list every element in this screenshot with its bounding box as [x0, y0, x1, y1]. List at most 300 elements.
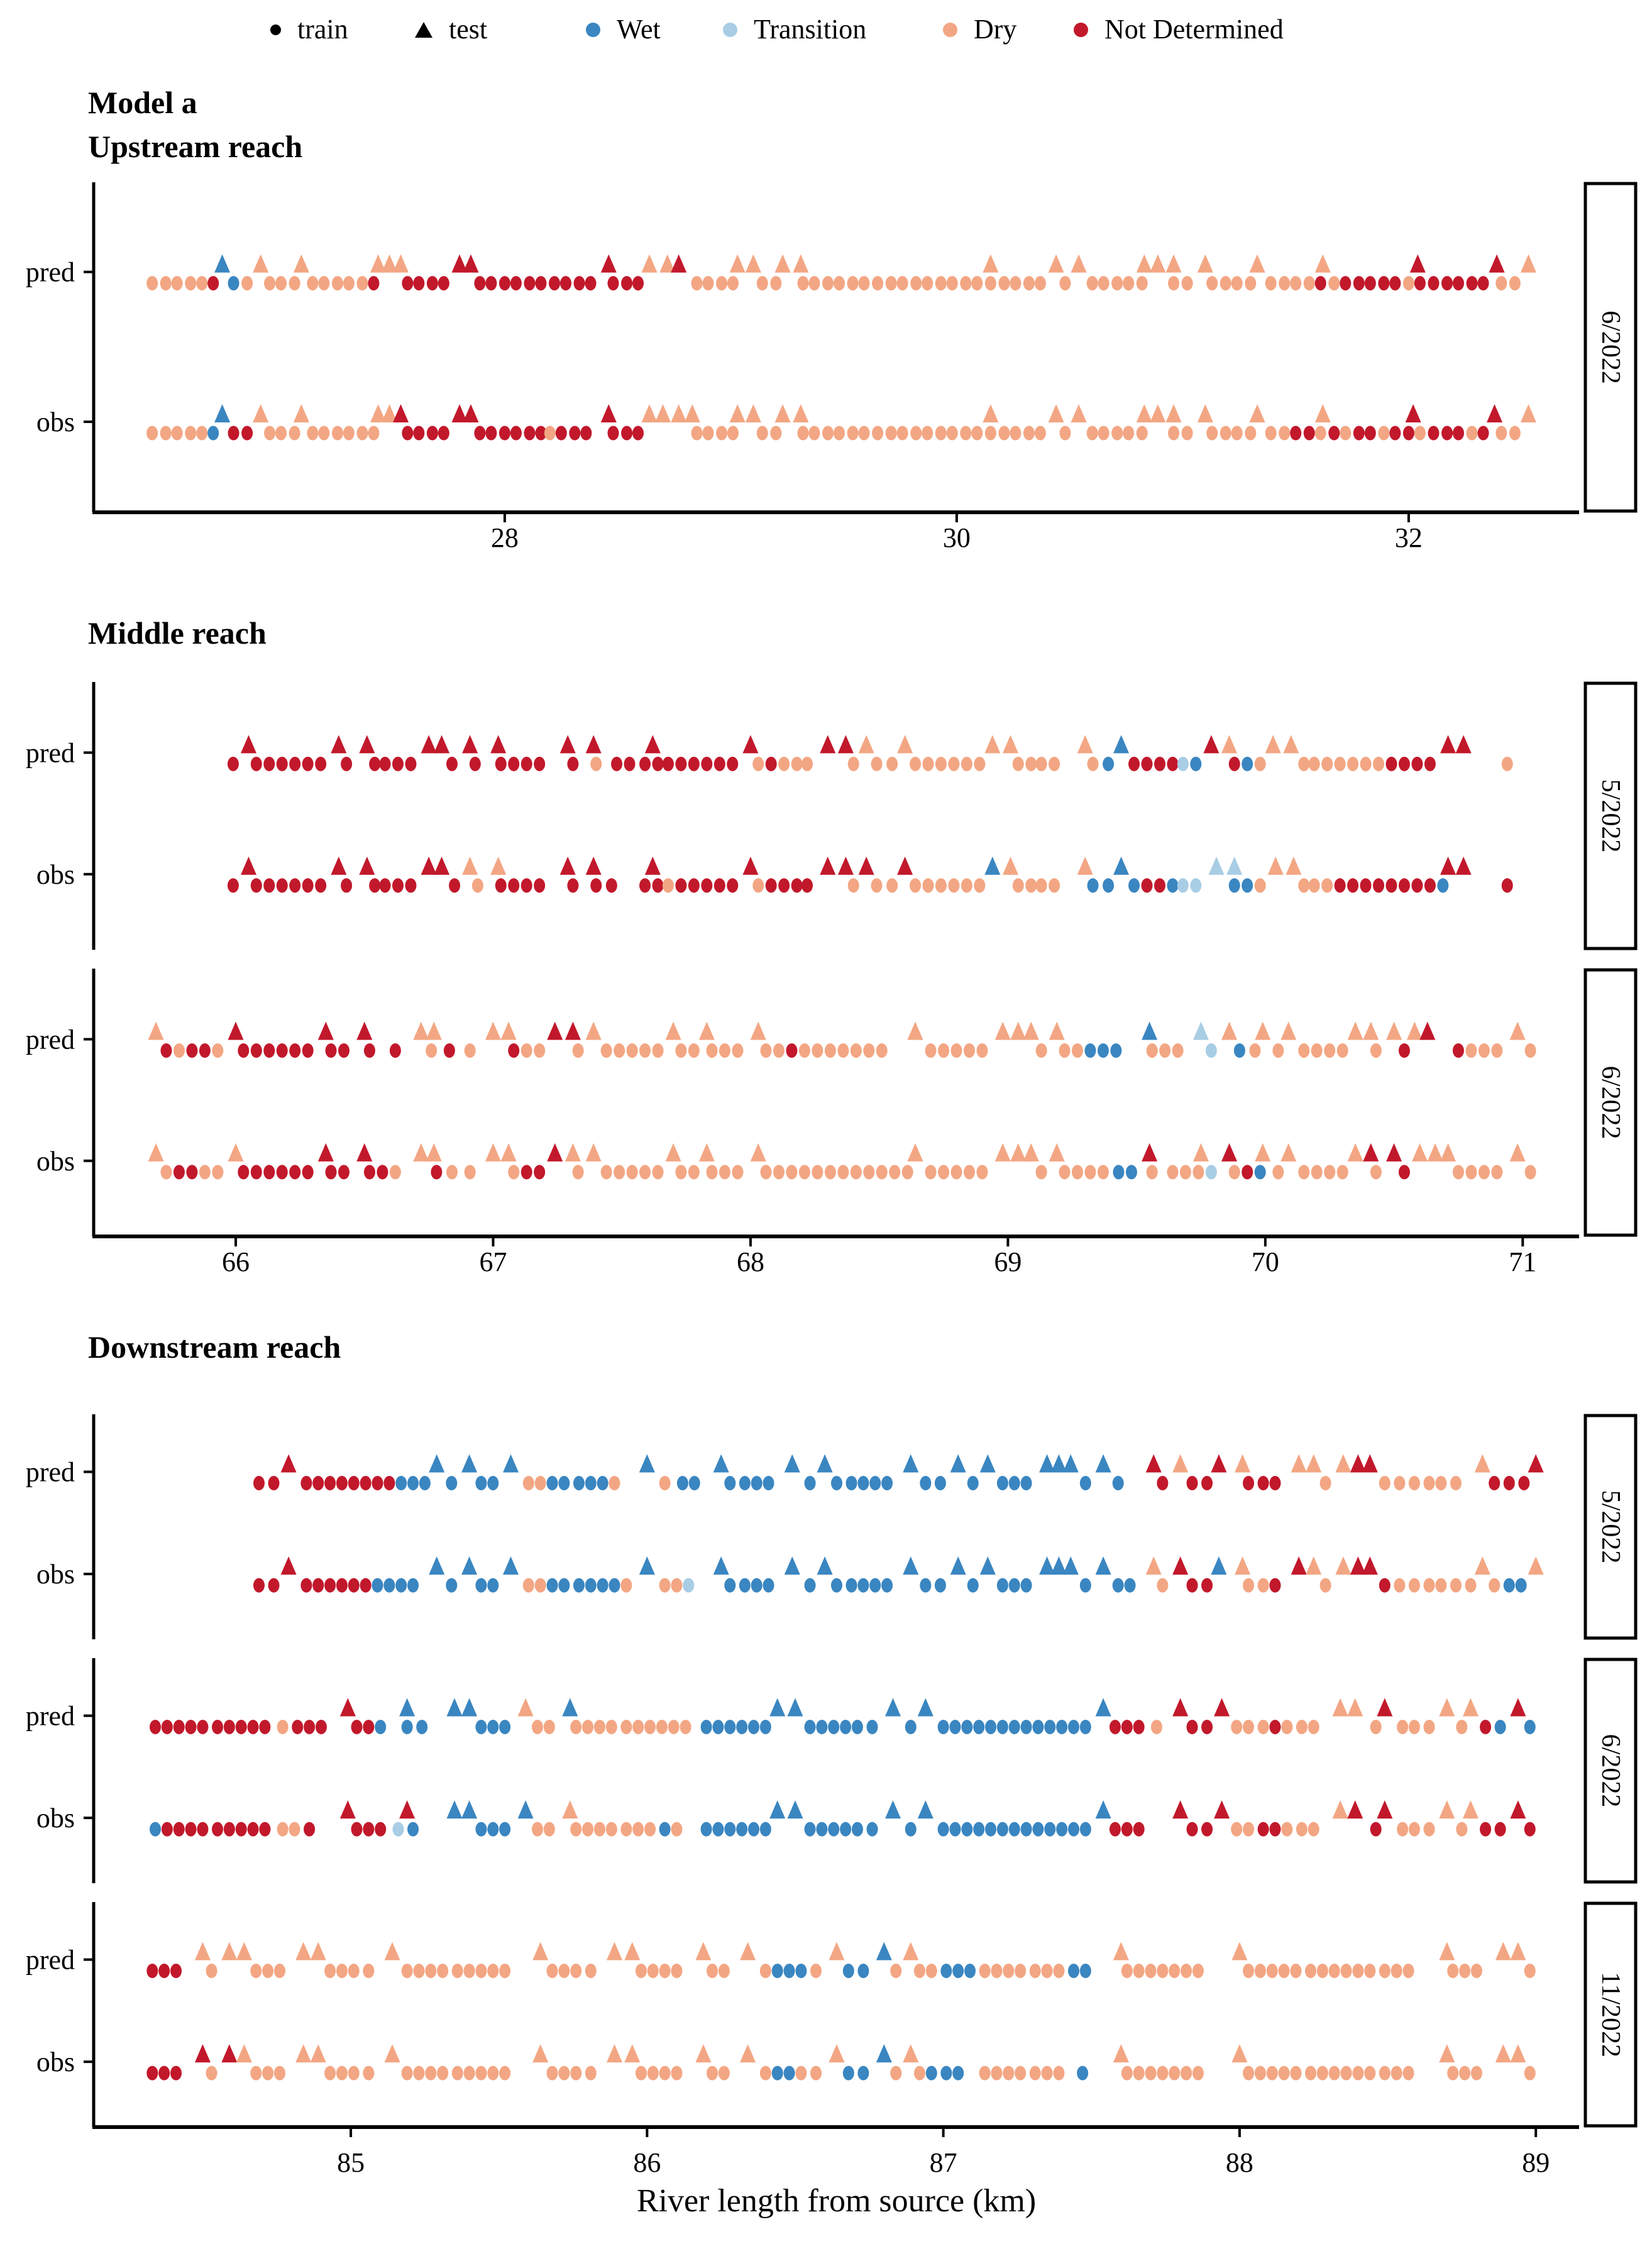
- point-train: [196, 276, 207, 290]
- point-train: [852, 1822, 863, 1837]
- point-train: [727, 878, 738, 893]
- point-train: [1364, 2066, 1375, 2081]
- point-test: [501, 1143, 517, 1162]
- point-train: [1142, 878, 1153, 893]
- point-test: [1333, 1800, 1348, 1818]
- point-train: [1030, 1964, 1041, 1978]
- facet-strip-label: 6/2022: [1596, 1065, 1625, 1140]
- point-train: [606, 878, 617, 893]
- point-test: [1235, 1556, 1250, 1575]
- point-train: [547, 1476, 558, 1490]
- point-train: [1167, 1165, 1178, 1179]
- y-tick-label: obs: [36, 1803, 75, 1834]
- point-train: [1220, 276, 1231, 290]
- point-train: [843, 1964, 854, 1978]
- point-train: [413, 1964, 424, 1978]
- point-train: [973, 1720, 984, 1734]
- point-train: [922, 426, 933, 441]
- point-test: [785, 1455, 800, 1473]
- point-train: [1424, 757, 1436, 771]
- point-train: [727, 426, 739, 441]
- point-test: [1231, 2044, 1247, 2062]
- point-train: [653, 1043, 664, 1058]
- point-test: [1172, 1698, 1188, 1717]
- point-train: [1087, 276, 1098, 290]
- point-train: [402, 426, 413, 441]
- point-train: [719, 1165, 730, 1179]
- point-train: [799, 1043, 810, 1058]
- point-test: [1475, 1455, 1490, 1473]
- point-test: [228, 1143, 244, 1162]
- point-train: [1353, 276, 1365, 290]
- point-train: [318, 426, 329, 441]
- point-train: [1168, 276, 1179, 290]
- point-train: [1524, 1964, 1536, 1978]
- point-test: [1510, 1800, 1526, 1818]
- panel-title-line: Middle reach: [88, 615, 267, 651]
- point-train: [979, 1964, 991, 1978]
- point-train: [837, 1165, 849, 1179]
- point-train: [675, 1165, 686, 1179]
- point-test: [1347, 1698, 1363, 1717]
- point-train: [1242, 1165, 1253, 1179]
- point-train: [1255, 1964, 1266, 1978]
- facet-strip-label: 5/2022: [1596, 1490, 1625, 1564]
- point-train: [1103, 757, 1114, 771]
- point-train: [1243, 1964, 1254, 1978]
- point-train: [569, 426, 580, 441]
- point-train: [425, 1964, 436, 1978]
- point-train: [363, 1822, 374, 1837]
- point-train: [1298, 878, 1309, 893]
- point-train: [1243, 1822, 1254, 1837]
- point-train: [974, 757, 985, 771]
- point-train: [160, 1043, 172, 1058]
- point-test: [385, 2044, 400, 2062]
- point-train: [851, 1043, 862, 1058]
- point-train: [212, 1165, 223, 1179]
- point-train: [1467, 426, 1478, 441]
- train-circle-icon: [270, 25, 281, 35]
- point-train: [499, 276, 510, 290]
- point-train: [351, 1822, 362, 1837]
- point-train: [375, 1720, 386, 1734]
- point-train: [413, 276, 424, 290]
- point-test: [666, 1143, 681, 1162]
- point-test: [1335, 1556, 1351, 1575]
- point-train: [952, 2066, 964, 2081]
- point-train: [1456, 1822, 1467, 1837]
- point-test: [639, 1455, 655, 1473]
- point-test: [195, 2044, 211, 2062]
- facet-group: [26, 682, 1636, 950]
- point-test: [950, 1556, 966, 1575]
- point-train: [248, 1720, 259, 1734]
- point-train: [971, 276, 983, 290]
- point-train: [1206, 276, 1218, 290]
- point-test: [356, 1021, 372, 1040]
- point-train: [671, 2066, 682, 2081]
- point-test: [685, 404, 700, 422]
- point-train: [890, 1964, 901, 1978]
- point-train: [1379, 1476, 1390, 1490]
- point-test: [1096, 1455, 1111, 1473]
- point-train: [1304, 426, 1315, 441]
- point-train: [707, 1165, 718, 1179]
- point-test: [1268, 857, 1284, 875]
- point-test: [1198, 404, 1213, 422]
- point-test: [1172, 1800, 1188, 1818]
- point-train: [712, 1720, 724, 1734]
- point-test: [1348, 1143, 1363, 1162]
- point-train: [867, 1720, 878, 1734]
- point-train: [1192, 2066, 1204, 2081]
- point-train: [392, 1822, 404, 1837]
- point-test: [1333, 1698, 1348, 1717]
- point-train: [707, 1964, 718, 1978]
- point-train: [1340, 426, 1351, 441]
- point-train: [801, 757, 813, 771]
- point-test: [1510, 1942, 1526, 1961]
- point-test: [1096, 1698, 1111, 1717]
- point-train: [784, 1964, 795, 1978]
- point-train: [1269, 1822, 1280, 1837]
- point-train: [997, 1476, 1008, 1490]
- point-test: [1286, 857, 1301, 875]
- point-train: [1009, 1578, 1020, 1593]
- point-train: [1373, 878, 1384, 893]
- point-train: [925, 1165, 937, 1179]
- point-train: [1341, 1964, 1352, 1978]
- point-train: [236, 1822, 247, 1837]
- point-train: [851, 1165, 862, 1179]
- point-train: [949, 1822, 961, 1837]
- point-test: [740, 1942, 756, 1961]
- point-train: [1013, 757, 1024, 771]
- point-train: [368, 426, 379, 441]
- point-train: [1201, 1476, 1213, 1490]
- point-train: [532, 1822, 543, 1837]
- point-train: [275, 276, 287, 290]
- point-train: [872, 276, 883, 290]
- x-tick-label: 32: [1394, 522, 1423, 553]
- point-train: [1489, 1578, 1500, 1593]
- point-train: [1151, 1720, 1162, 1734]
- point-test: [241, 735, 256, 753]
- point-train: [1290, 1964, 1301, 1978]
- legend-item-not-determined: [1074, 14, 1284, 45]
- point-test: [413, 1143, 429, 1162]
- point-train: [971, 426, 983, 441]
- point-train: [315, 878, 326, 893]
- point-train: [1502, 878, 1513, 893]
- point-test: [1410, 255, 1426, 273]
- point-train: [1010, 426, 1021, 441]
- point-test: [426, 1021, 442, 1040]
- point-test: [838, 857, 854, 875]
- point-train: [632, 426, 644, 441]
- point-train: [302, 878, 314, 893]
- point-test: [148, 1143, 164, 1162]
- point-train: [547, 2066, 558, 2081]
- point-test: [461, 1455, 477, 1473]
- point-test: [253, 255, 268, 273]
- point-test: [820, 857, 835, 875]
- point-train: [707, 2066, 718, 2081]
- point-train: [751, 1578, 763, 1593]
- point-test: [221, 1942, 237, 1961]
- point-train: [585, 2066, 597, 2081]
- point-test: [903, 1455, 918, 1473]
- point-train: [1258, 1578, 1269, 1593]
- point-train: [663, 878, 674, 893]
- point-train: [186, 1165, 197, 1179]
- point-train: [828, 1822, 839, 1837]
- point-train: [808, 426, 820, 441]
- point-train: [688, 878, 700, 893]
- point-train: [336, 1964, 348, 1978]
- point-train: [351, 1720, 362, 1734]
- point-train: [863, 1043, 874, 1058]
- point-train: [1516, 1578, 1527, 1593]
- point-train: [964, 1043, 975, 1058]
- point-train: [1428, 426, 1439, 441]
- point-train: [277, 757, 288, 771]
- point-test: [1142, 1021, 1157, 1040]
- point-train: [1352, 2066, 1363, 2081]
- point-test: [1407, 1021, 1423, 1040]
- point-train: [405, 878, 416, 893]
- point-train: [251, 1043, 262, 1058]
- point-test: [695, 2044, 711, 2062]
- panel-group: [26, 182, 1636, 553]
- point-train: [1015, 1964, 1026, 1978]
- point-train: [532, 1720, 543, 1734]
- legend-item-transition: [723, 14, 866, 45]
- point-train: [1059, 1043, 1070, 1058]
- point-train: [1267, 1964, 1278, 1978]
- point-train: [659, 2066, 671, 2081]
- point-train: [889, 1165, 900, 1179]
- y-tick-label: pred: [25, 1024, 75, 1055]
- point-train: [778, 878, 790, 893]
- point-train: [1265, 276, 1277, 290]
- point-train: [419, 1476, 431, 1490]
- point-test: [490, 857, 506, 875]
- point-train: [315, 757, 326, 771]
- point-train: [475, 1964, 487, 1978]
- point-train: [732, 1165, 743, 1179]
- point-train: [558, 2066, 570, 2081]
- point-test: [547, 1021, 563, 1040]
- point-test: [793, 404, 808, 422]
- point-train: [653, 1165, 664, 1179]
- point-train: [1399, 1165, 1410, 1179]
- point-train: [1036, 757, 1047, 771]
- point-train: [910, 426, 922, 441]
- point-train: [846, 1578, 857, 1593]
- point-test: [950, 1455, 966, 1473]
- point-test: [671, 255, 686, 273]
- point-train: [805, 1476, 816, 1490]
- point-train: [375, 1822, 386, 1837]
- point-train: [185, 1822, 197, 1837]
- facet-strip-label: 11/2022: [1596, 1971, 1625, 2058]
- point-test: [785, 1556, 800, 1575]
- point-train: [677, 1476, 688, 1490]
- point-test: [730, 255, 746, 273]
- point-train: [1167, 878, 1178, 893]
- point-train: [1229, 1165, 1240, 1179]
- point-train: [1370, 1043, 1382, 1058]
- point-test: [645, 735, 661, 753]
- point-train: [1340, 276, 1351, 290]
- point-test: [787, 1800, 803, 1818]
- point-train: [259, 1822, 270, 1837]
- point-train: [324, 1964, 336, 1978]
- point-test: [503, 1455, 519, 1473]
- point-test: [983, 255, 998, 273]
- not-determined-marker-icon: [1074, 23, 1088, 37]
- point-train: [521, 878, 532, 893]
- point-train: [534, 878, 545, 893]
- x-tick-label: 69: [994, 1246, 1022, 1277]
- point-train: [1447, 1964, 1458, 1978]
- point-test: [462, 857, 478, 875]
- point-test: [1283, 735, 1299, 753]
- point-train: [277, 1822, 289, 1837]
- point-train: [1231, 426, 1243, 441]
- point-train: [289, 1822, 300, 1837]
- point-train: [938, 1720, 949, 1734]
- point-train: [1192, 1964, 1204, 1978]
- x-tick-label: 71: [1509, 1246, 1537, 1277]
- point-train: [158, 1964, 170, 1978]
- point-test: [1528, 1556, 1544, 1575]
- point-train: [797, 276, 808, 290]
- test-triangle-icon: [415, 22, 432, 38]
- point-train: [1258, 1476, 1269, 1490]
- point-train: [1021, 1720, 1032, 1734]
- point-test: [560, 857, 576, 875]
- point-train: [1305, 2066, 1316, 2081]
- point-train: [961, 1720, 972, 1734]
- point-train: [1424, 1720, 1435, 1734]
- point-train: [761, 1165, 772, 1179]
- point-train: [185, 276, 196, 290]
- point-train: [1121, 2066, 1133, 2081]
- point-train: [1459, 1964, 1470, 1978]
- point-test: [601, 255, 617, 273]
- point-train: [1272, 1165, 1284, 1179]
- point-test: [1211, 1455, 1226, 1473]
- point-train: [632, 1822, 644, 1837]
- point-test: [1280, 1021, 1296, 1040]
- point-train: [716, 276, 727, 290]
- point-train: [253, 1578, 265, 1593]
- point-train: [487, 1720, 498, 1734]
- point-train: [1524, 1822, 1536, 1837]
- point-train: [707, 1043, 718, 1058]
- point-train: [446, 757, 458, 771]
- point-test: [695, 1942, 711, 1961]
- point-train: [1495, 1822, 1506, 1837]
- point-test: [221, 2044, 237, 2062]
- point-train: [535, 276, 546, 290]
- point-train: [170, 1964, 182, 1978]
- point-train: [302, 1043, 314, 1058]
- x-tick-label: 85: [337, 2147, 365, 2178]
- point-test: [1198, 255, 1213, 273]
- point-test: [586, 1021, 602, 1040]
- point-train: [360, 1476, 372, 1490]
- point-train: [1201, 1720, 1213, 1734]
- point-test: [547, 1143, 563, 1162]
- point-train: [570, 2066, 581, 2081]
- point-train: [938, 1165, 949, 1179]
- point-train: [1080, 1578, 1091, 1593]
- point-train: [1137, 276, 1148, 290]
- point-train: [1290, 276, 1301, 290]
- point-train: [487, 2066, 498, 2081]
- point-train: [364, 1165, 375, 1179]
- point-train: [1245, 426, 1256, 441]
- point-train: [1456, 1720, 1467, 1734]
- facet-strip-label: 6/2022: [1596, 1734, 1625, 1808]
- point-test: [642, 404, 658, 422]
- point-train: [991, 2066, 1002, 2081]
- point-train: [627, 1165, 638, 1179]
- point-train: [241, 276, 253, 290]
- point-train: [405, 757, 416, 771]
- legend-item-test: [415, 14, 487, 45]
- legend-label: train: [297, 14, 348, 45]
- point-train: [886, 878, 898, 893]
- point-train: [1453, 1165, 1464, 1179]
- point-test: [1495, 1942, 1511, 1961]
- point-train: [395, 1578, 407, 1593]
- point-test: [1063, 1455, 1079, 1473]
- point-train: [238, 1043, 249, 1058]
- point-train: [659, 1964, 671, 1978]
- point-train: [840, 1720, 851, 1734]
- point-train: [719, 1964, 730, 1978]
- point-test: [532, 1942, 548, 1961]
- point-train: [834, 426, 845, 441]
- point-train: [475, 1578, 487, 1593]
- point-train: [172, 276, 183, 290]
- point-test: [645, 857, 661, 875]
- point-train: [828, 1720, 839, 1734]
- point-train: [1424, 1578, 1435, 1593]
- point-train: [544, 426, 556, 441]
- point-test: [1193, 1021, 1209, 1040]
- point-test: [742, 735, 758, 753]
- point-train: [431, 1165, 442, 1179]
- point-test: [903, 1556, 918, 1575]
- point-train: [1098, 1165, 1109, 1179]
- point-test: [318, 1143, 334, 1162]
- point-train: [499, 426, 510, 441]
- point-train: [1145, 1964, 1157, 1978]
- point-test: [1440, 857, 1456, 875]
- facet-group: [26, 182, 1636, 512]
- point-train: [621, 276, 632, 290]
- point-train: [1335, 878, 1346, 893]
- point-train: [925, 1043, 937, 1058]
- point-train: [897, 426, 908, 441]
- point-train: [1495, 1720, 1506, 1734]
